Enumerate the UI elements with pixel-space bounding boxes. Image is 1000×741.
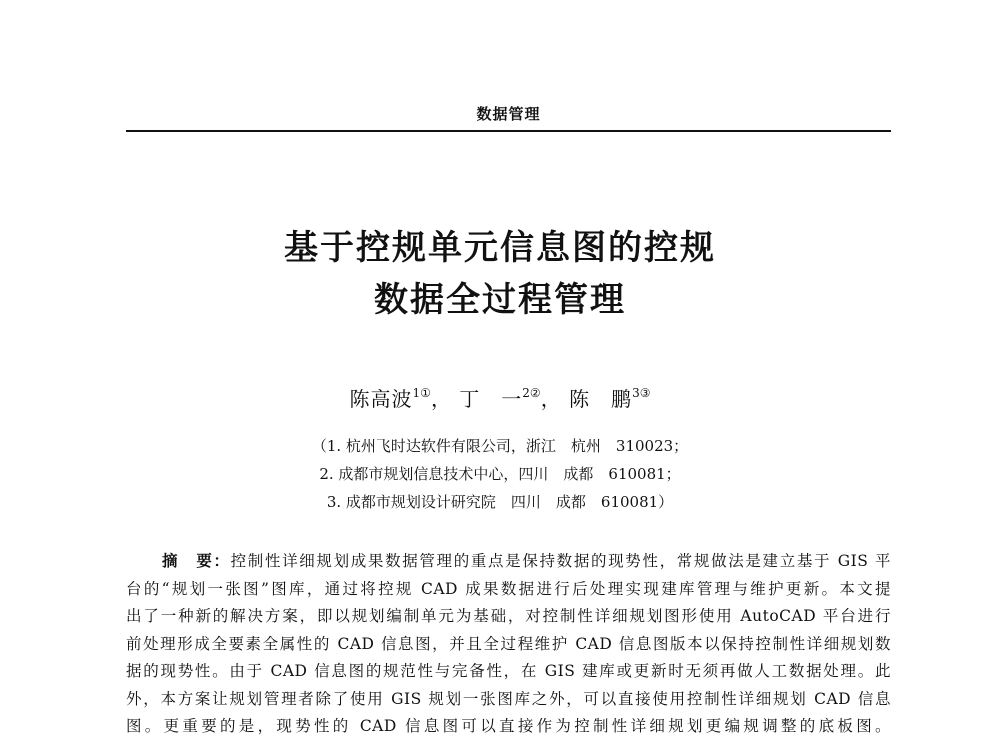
title-line-1: 基于控规单元信息图的控规 [284, 228, 716, 268]
abstract-line: 出了一种新的解决方案，即以规划编制单元为基础，对控制性详细规划图形使用 AutoCAD 平台进行 [126, 607, 891, 625]
paper-title [0, 222, 1000, 326]
author-name: 丁 一 [459, 387, 523, 411]
header-rule [126, 130, 891, 132]
author-separator: ， [430, 387, 452, 411]
abstract-line: 前处理形成全要素全属性的 CAD 信息图，并且全过程维护 CAD 信息图版本以保持控制性详细规划数 [126, 634, 891, 653]
abstract-line: 据的现势性。由于 CAD 信息图的规范性与完备性，在 GIS 建库或更新时无须再做人工数据处理。此 [126, 662, 891, 680]
author-affiliation-mark: 3③ [632, 386, 651, 400]
abstract-line: 外，本方案让规划管理者除了使用 GIS 规划一张图库之外，可以直接使用控制性详细规划 CAD 信息 [126, 689, 891, 708]
author-name: 陈高波 [349, 387, 413, 411]
abstract-line [126, 548, 891, 576]
title-line-2: 数据全过程管理 [374, 280, 626, 320]
author-affiliation-mark: 2② [522, 386, 541, 400]
author-affiliation-mark: 1① [412, 386, 431, 400]
affiliations [0, 432, 1000, 516]
abstract-text: 控制性详细规划成果数据管理的重点是保持数据的现势性，常规做法是建立基于 GIS 平 [230, 552, 891, 570]
abstract-line: 台的“规划一张图”图库，通过将控规 CAD 成果数据进行后处理实现建库管理与维护更新。本文提 [126, 579, 891, 598]
affiliation-2: 2. 成都市规划信息技术中心，四川 成都 610081； [319, 465, 681, 483]
affiliation-3: 3. 成都市规划设计研究院 四川 成都 610081） [326, 493, 674, 511]
abstract-line: 图。更重要的是，现势性的 CAD 信息图可以直接作为控制性详细规划更编规调整的底板图。 [126, 717, 891, 735]
abstract [126, 548, 891, 741]
author-2 [459, 387, 561, 411]
abstract-label: 摘 要： [162, 552, 231, 570]
affiliation-1: （1. 杭州飞时达软件有限公司，浙江 杭州 310023； [311, 437, 689, 455]
author-3 [569, 387, 650, 411]
running-head: 数据管理 [476, 105, 541, 123]
author-name: 陈 鹏 [569, 387, 633, 411]
author-list [0, 383, 1000, 412]
author-separator: ， [540, 387, 562, 411]
author-1 [350, 387, 452, 411]
